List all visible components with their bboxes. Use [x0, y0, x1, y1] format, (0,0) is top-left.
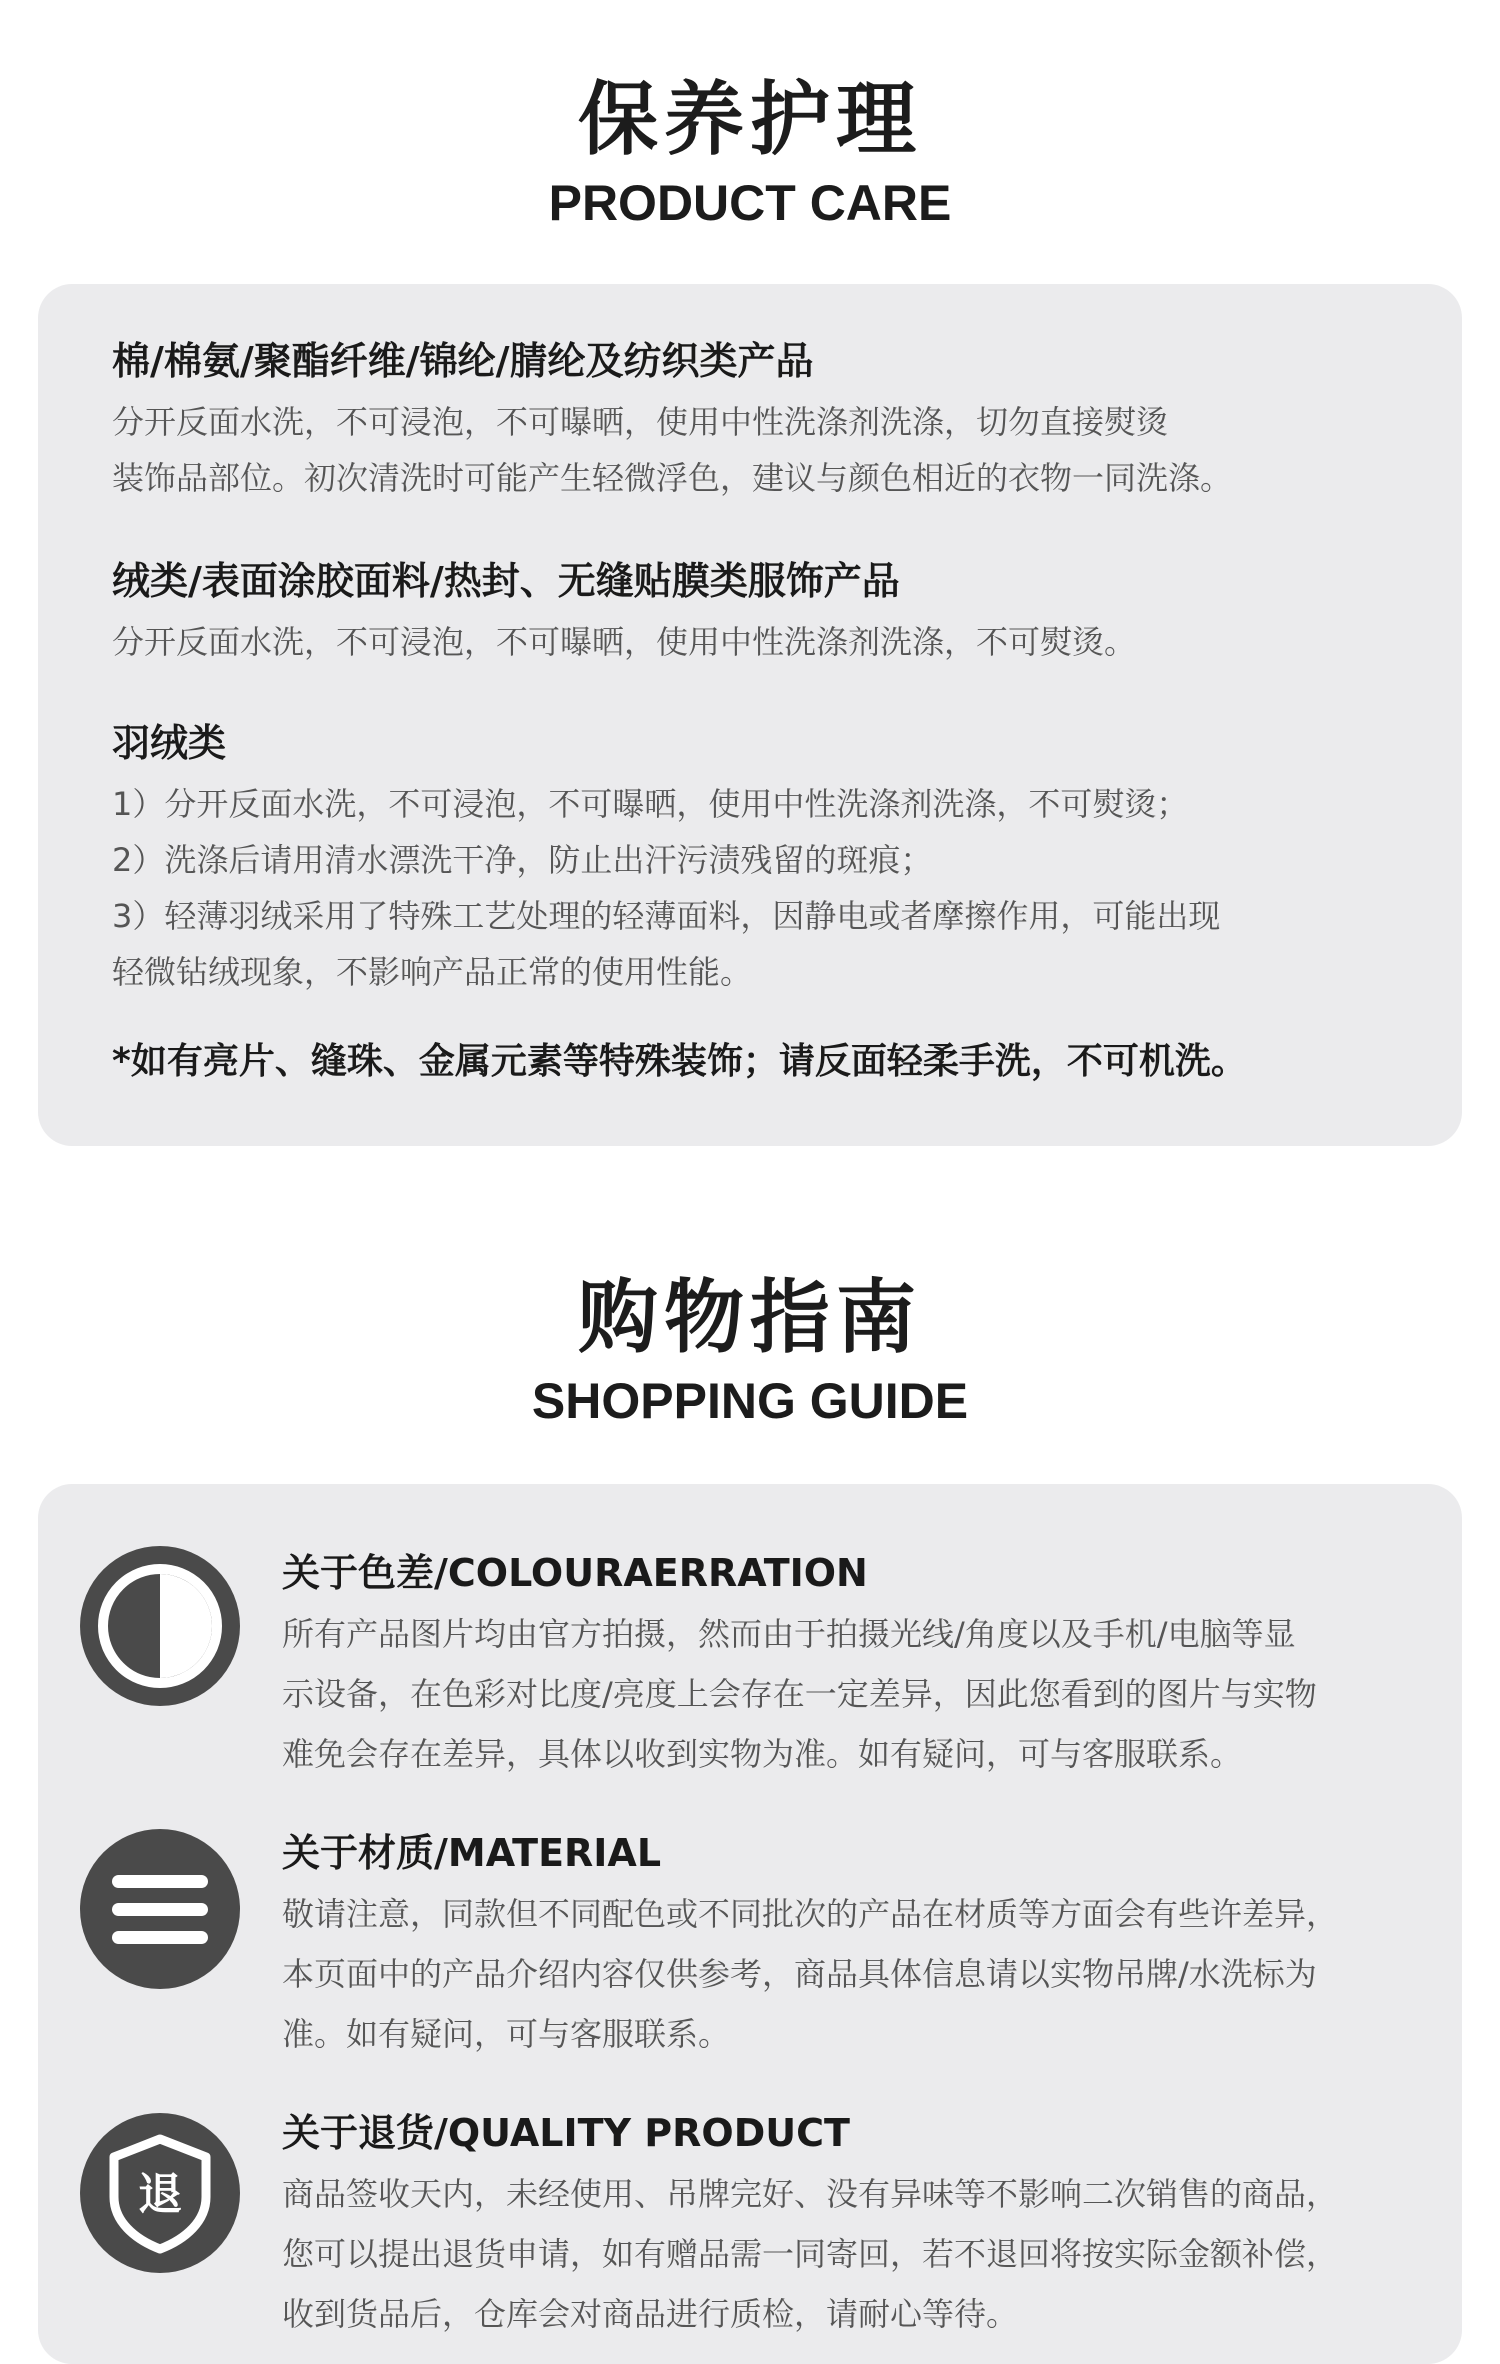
care-block-heading: 绒类/表面涂胶面料/热封、无缝贴膜类服饰产品: [112, 559, 900, 603]
guide-title-en: SHOPPING GUIDE: [531, 1373, 969, 1429]
care-line: 装饰品部位。初次清洗时可能产生轻微浮色，建议与颜色相近的衣物一同洗涤。: [112, 459, 1233, 497]
guide-line: 您可以提出退货申请，如有赠品需一同寄回，若不退回将按实际金额补偿，: [282, 2235, 1339, 2273]
guide-line: 本页面中的产品介绍内容仅供参考，商品具体信息请以实物吊牌/水洗标为: [282, 1955, 1317, 1993]
care-note-block: [112, 1041, 1402, 1082]
care-line: 2）洗涤后请用清水漂洗干净，防止出汗污渍残留的斑痕；: [112, 841, 933, 879]
guide-item-heading: 关于材质/MATERIAL: [282, 1831, 662, 1875]
guide-item-text: [282, 1604, 1402, 1784]
guide-item-heading: 关于色差/COLOURAERRATION: [282, 1551, 868, 1595]
guide-line: 商品签收天内，未经使用、吊牌完好、没有异味等不影响二次销售的商品，: [282, 2175, 1339, 2213]
care-block-text: [112, 394, 1402, 506]
guide-item-body: [282, 2104, 1402, 2344]
guide-item-heading: 关于退货/QUALITY PRODUCT: [282, 2111, 850, 2155]
care-line: 分开反面水洗，不可浸泡，不可曝晒，使用中性洗涤剂洗涤，不可熨烫。: [112, 623, 1137, 661]
guide-line: 所有产品图片均由官方拍摄，然而由于拍摄光线/角度以及手机/电脑等显: [282, 1615, 1296, 1653]
care-panel: [38, 284, 1462, 1146]
care-block-velvet: [112, 559, 1402, 670]
care-block-text: [112, 614, 1402, 670]
shield-icon-glyph: 退: [138, 2169, 182, 2220]
guide-panel: [38, 1484, 1462, 2364]
care-block-cotton: [112, 339, 1402, 506]
half-circle-icon: [80, 1546, 240, 1706]
care-note: *如有亮片、缝珠、金属元素等特殊装饰；请反面轻柔手洗，不可机洗。: [112, 1041, 1247, 1082]
guide-line: 示设备，在色彩对比度/亮度上会存在一定差异，因此您看到的图片与实物: [282, 1675, 1317, 1713]
care-line: 3）轻薄羽绒采用了特殊工艺处理的轻薄面料，因静电或者摩擦作用，可能出现: [112, 897, 1221, 935]
guide-item-text: [282, 1884, 1402, 2064]
care-block-text: [112, 776, 1402, 1000]
care-title-en: PRODUCT CARE: [548, 175, 952, 231]
care-line: 轻微钻绒现象，不影响产品正常的使用性能。: [112, 953, 753, 991]
care-block-down: [112, 721, 1402, 1000]
shield-return-icon: [80, 2113, 240, 2273]
care-block-heading: 羽绒类: [112, 721, 227, 765]
guide-section-header: [0, 1271, 1500, 1429]
care-block-heading: 棉/棉氨/聚酯纤维/锦纶/腈纶及纺织类产品: [112, 339, 814, 383]
guide-item-body: [282, 1824, 1402, 2064]
guide-line: 敬请注意，同款但不同配色或不同批次的产品在材质等方面会有些许差异，: [282, 1895, 1339, 1933]
guide-item-body: [282, 1544, 1402, 1784]
care-title-cn: 保养护理: [578, 73, 922, 166]
guide-item-text: [282, 2164, 1402, 2344]
guide-line: 收到货品后，仓库会对商品进行质检，请耐心等待。: [282, 2295, 1019, 2333]
menu-lines-icon: [80, 1829, 240, 1989]
care-line: 1）分开反面水洗，不可浸泡，不可曝晒，使用中性洗涤剂洗涤，不可熨烫；: [112, 785, 1189, 823]
guide-title-cn: 购物指南: [578, 1271, 922, 1364]
guide-line: 准。如有疑问，可与客服联系。: [282, 2015, 731, 2053]
guide-line: 难免会存在差异，具体以收到实物为准。如有疑问，可与客服联系。: [282, 1735, 1243, 1773]
care-section-header: [0, 73, 1500, 231]
care-line: 分开反面水洗，不可浸泡，不可曝晒，使用中性洗涤剂洗涤，切勿直接熨烫: [112, 403, 1169, 441]
